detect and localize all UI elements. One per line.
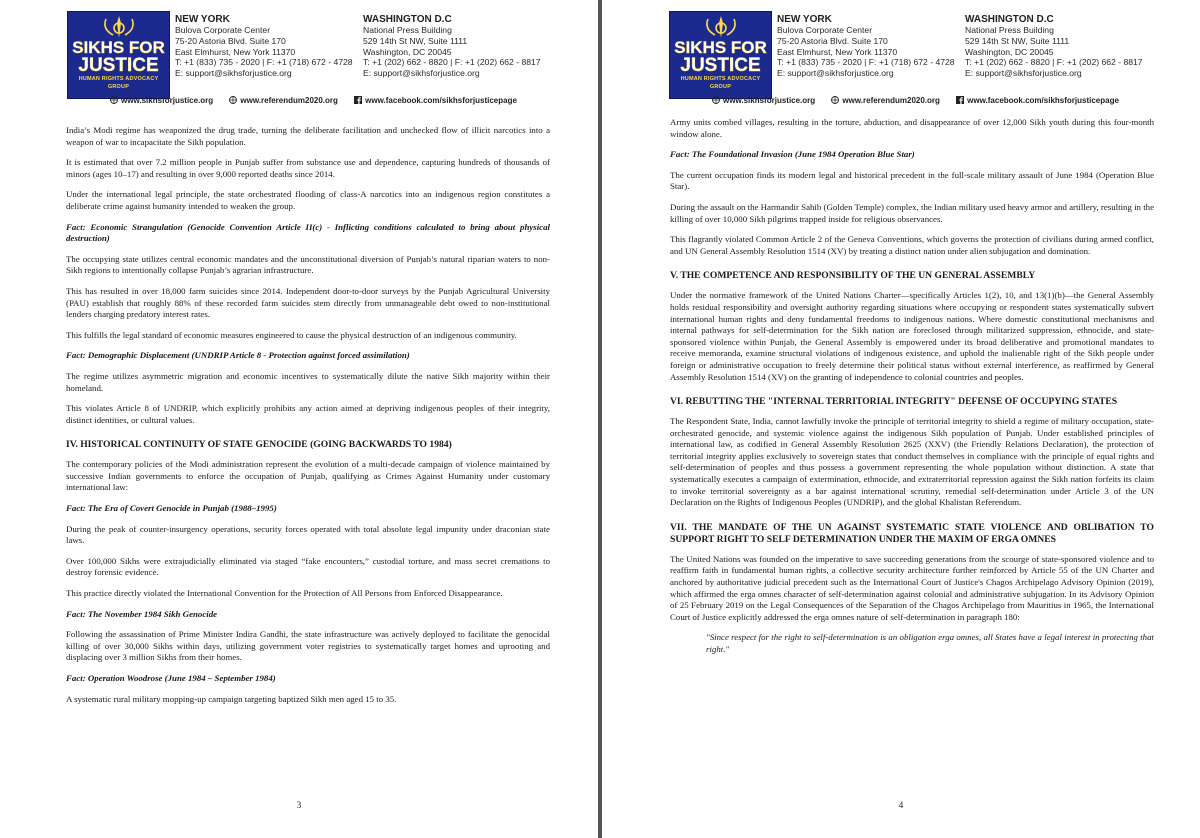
office-new-york — [175, 14, 353, 79]
body-paragraph: This flagrantly violated Common Article 2 of the Geneva Conventions, which governs the protection of civilians during armed conflict, and UN General Assembly Resolution 1514 (XV) by treating a distinct nation under alien subjugation and domination. — [670, 234, 1154, 256]
fact-heading: Fact: Operation Woodrose (June 1984 – September 1984) — [66, 673, 276, 683]
body-paragraph: A systematic rural military mopping-up campaign targeting baptized Sikh men aged 15 to 35. — [66, 693, 397, 704]
office-line: E: support@sikhsforjustice.org — [175, 68, 292, 79]
fact-heading: Fact: The Era of Covert Genocide in Punjab (1988–1995) — [66, 503, 277, 514]
section-heading: IV. HISTORICAL CONTINUITY OF STATE GENOCIDE (GOING BACKWARDS TO 1984) — [66, 439, 452, 451]
office-line: Bulova Corporate Center — [175, 25, 271, 35]
body-paragraph: Over 100,000 Sikhs were extrajudicially eliminated via staged “fake encounters,” custodial torture, and mass secret cremations to destroy forensic evidence. — [66, 555, 550, 578]
office-line: East Elmhurst, New York 11370 — [777, 46, 898, 57]
body-paragraph: The occupying state utilizes central economic mandates and the unconstitutional diversion of Punjab’s natural riparian waters to non-Sikh regions to intentionally collapse Punjab’s agrarian infrastructure. — [66, 253, 550, 276]
office-name: WASHINGTON D.C — [363, 14, 452, 25]
logo-text-line1: SIKHS FOR — [674, 38, 767, 57]
facebook-link[interactable]: www.facebook.com/sikhsforjusticepage — [365, 96, 517, 105]
body-paragraph: This practice directly violated the International Convention for the Protection of All Persons from Enforced Disappearance. — [66, 588, 503, 599]
office-line: National Press Building — [965, 25, 1054, 35]
fact-heading: Fact: Economic Strangulation (Genocide Convention Article II(c) - Inflicting conditions calculated to bring about physical destruction) — [66, 221, 550, 244]
body-paragraph: This violates Article 8 of UNDRIP, which explicitly prohibits any action aimed at depriving indigenous peoples of their integrity, distinct identities, or cultural values. — [66, 403, 550, 425]
block-quote: "Since respect for the right to self-determination is an obligation erga omnes, all States have a legal interest in protecting that right." — [706, 632, 1154, 654]
sfj-logo — [669, 11, 772, 99]
letterhead-links — [110, 96, 531, 105]
letterhead-links — [712, 96, 1133, 105]
office-line: East Elmhurst, New York 11370 — [175, 46, 296, 57]
logo-text-line2: JUSTICE — [78, 55, 159, 76]
globe-icon — [831, 96, 839, 104]
office-line: Bulova Corporate Center — [777, 25, 873, 35]
logo-text-line3: HUMAN RIGHTS ADVOCACY GROUP — [680, 76, 761, 90]
office-line: E: support@sikhsforjustice.org — [363, 68, 480, 79]
referendum-link[interactable]: www.referendum2020.org — [842, 96, 940, 105]
body-paragraph: Under the normative framework of the United Nations Charter—specifically Articles 1(2), 10, and 13(1)(b)—the General Assembly holds residual responsibility and oversight authority regarding situations where occupying or respondent states systematically subvert international human rights and deny fundamental freedoms to indigenous nations. Where domestic constitutional mechanisms and internal pathways for self-determination for the Sikh nation are foreclosed through militarized suppression, ethnocide, and state-sponsored violence within Punjab, the General Assembly is empowered under its broad deliberative and promotional mandates to receive memoranda, examine structural violations of indigenous existence, and uphold the inalienable right of the Sikh people under foreign or administrative occupation to freely determine their political status without external interference, as reaffirmed by General Assembly Resolution 1514 (XV) on the granting of independence to colonial countries and peoples. — [670, 290, 1154, 382]
office-line: Washington, DC 20045 — [363, 46, 452, 57]
body-paragraph: During the assault on the Harmandir Sahib (Golden Temple) complex, the Indian military used heavy armor and artillery, resulting in the killing of over 10,000 Sikh pilgrims trapped inside for religious observances. — [670, 201, 1154, 224]
page-4-body — [670, 117, 1154, 656]
office-name: NEW YORK — [175, 14, 230, 25]
office-line: T: +1 (833) 735 - 2020 | F: +1 (718) 672 - 4728 — [777, 57, 955, 68]
office-line: E: support@sikhsforjustice.org — [965, 68, 1082, 79]
facebook-icon — [956, 96, 964, 104]
office-washington — [363, 14, 541, 79]
website-link[interactable]: www.sikhsforjustice.org — [723, 96, 816, 105]
document-page-4 — [602, 0, 1200, 838]
office-name: WASHINGTON D.C — [965, 14, 1054, 25]
page-number: 3 — [296, 800, 302, 810]
office-line: Washington, DC 20045 — [965, 46, 1054, 57]
body-paragraph: Under the international legal principle, the state orchestrated flooding of class-A narcotics into an indigenous region constitutes a deliberate crime against humanity intended to weaken the group. — [66, 189, 550, 211]
body-paragraph: The contemporary policies of the Modi administration represent the evolution of a multi-decade campaign of violence maintained by successive Indian governments to enforce the occupation of Punjab, qualifying as Crimes Against Humanity under customary international law: — [66, 459, 550, 493]
page-number: 4 — [898, 800, 904, 810]
fact-heading: Fact: Demographic Displacement (UNDRIP Article 8 - Protection against forced assimilation) — [66, 350, 410, 361]
office-washington — [965, 14, 1143, 79]
letterhead — [67, 11, 567, 106]
globe-icon — [229, 96, 237, 104]
section-heading: V. THE COMPETENCE AND RESPONSIBILITY OF THE UN GENERAL ASSEMBLY — [670, 270, 1036, 282]
office-line: National Press Building — [363, 25, 452, 35]
referendum-link[interactable]: www.referendum2020.org — [240, 96, 338, 105]
body-paragraph: The United Nations was founded on the imperative to save succeeding generations from the scourge of state-sponsored violence and to reaffirm faith in fundamental human rights, a collective security architecture further reinforced by Article 55 of the UN Charter and anchored by authoritative judicial precedent such as the International Court of Justice's Chagos Archipelago Advisory Opinion (2019), which affirmed the erga omnes character of self-determination against colonial and administrative subjugation. In its Advisory Opinion of 25 February 2019 on the Legal Consequences of the Separation of the Chagos Archipelago from Mauritius in 1965, the International Court of Justice explicitly addressed the erga omnes nature of self-determination in paragraph 180: — [670, 553, 1154, 622]
office-line: T: +1 (833) 735 - 2020 | F: +1 (718) 672 - 4728 — [175, 57, 353, 68]
facebook-icon — [354, 96, 362, 104]
body-paragraph: The regime utilizes asymmetric migration and economic incentives to systematically dilute the native Sikh majority within their homeland. — [66, 370, 550, 393]
globe-icon — [712, 96, 720, 104]
document-page-3 — [0, 0, 598, 838]
office-line: 75-20 Astoria Blvd. Suite 170 — [777, 35, 888, 46]
section-heading: VI. REBUTTING THE "INTERNAL TERRITORIAL INTEGRITY" DEFENSE OF OCCUPYING STATES — [670, 396, 1118, 408]
fact-heading: Fact: The November 1984 Sikh Genocide — [66, 608, 218, 619]
body-paragraph: The Respondent State, India, cannot lawfully invoke the principle of territorial integrity to shield a regime of military occupation, state-orchestrated genocide, and systemic violence against the indigenous Sikh population of Punjab. Under established principles of international law, as codified in General Assembly Resolution 2625 (XXV) (the Friendly Relations Declaration), the protection of territorial integrity applies exclusively to sovereign states that conduct themselves in compliance with the principle of equal rights and self-determination of peoples and thus possess a government representing the whole population without distinction. A state that systematically executes a campaign of extermination, ethnocide, and extraterritorial repression against the Sikh nation forfeits its claim to invoke territorial sovereignty as a bar against international scrutiny, remedial self-determination under Article 3 of the UN Declaration on the Rights of Indigenous Peoples (UNDRIP), and the global Khalistan Referendum. — [670, 416, 1154, 508]
office-line: 529 14th St NW, Suite 1111 — [965, 35, 1070, 46]
body-paragraph: India’s Modi regime has weaponized the drug trade, turning the deliberate facilitation and unchecked flow of illicit narcotics into a weapon of war to incapacitate the Sikh population. — [66, 125, 550, 147]
logo-text-line2: JUSTICE — [680, 55, 761, 76]
logo-text-line3: HUMAN RIGHTS ADVOCACY GROUP — [78, 76, 159, 90]
page-3-body — [66, 125, 550, 714]
facebook-link[interactable]: www.facebook.com/sikhsforjusticepage — [967, 96, 1119, 105]
website-link[interactable]: www.sikhsforjustice.org — [121, 96, 214, 105]
body-paragraph: This fulfills the legal standard of economic measures engineered to cause the physical destruction of an indigenous community. — [66, 329, 517, 340]
office-line: 75-20 Astoria Blvd. Suite 170 — [175, 35, 286, 46]
letterhead — [669, 11, 1169, 106]
body-paragraph: During the peak of counter-insurgency operations, security forces operated with total absolute legal impunity under draconian state laws. — [66, 523, 550, 546]
office-name: NEW YORK — [777, 14, 832, 25]
section-heading: VII. THE MANDATE OF THE UN AGAINST SYSTEMATIC STATE VIOLENCE AND OBLIBATION TO SUPPORT RIGHT TO SELF DETERMINATION UNDER THE MAXIM OF ERGA OMNES — [670, 521, 1154, 545]
sfj-logo — [67, 11, 170, 99]
office-new-york — [777, 14, 955, 79]
body-paragraph: Army units combed villages, resulting in the torture, abduction, and disappearance of over 12,000 Sikh youth during this four-month window alone. — [670, 117, 1154, 139]
office-line: T: +1 (202) 662 - 8820 | F: +1 (202) 662 - 8817 — [965, 57, 1143, 68]
khanda-emblem-icon — [702, 15, 740, 39]
office-line: 529 14th St NW, Suite 1111 — [363, 35, 468, 46]
body-paragraph: It is estimated that over 7.2 million people in Punjab suffer from substance use and dependence, capturing hundreds of thousands of minors (ages 10–17) and resulting in over 9,000 reported deaths since 2014. — [66, 157, 550, 179]
office-line: T: +1 (202) 662 - 8820 | F: +1 (202) 662 - 8817 — [363, 57, 541, 68]
body-paragraph: Following the assassination of Prime Minister Indira Gandhi, the state infrastructure was actively deployed to facilitate the genocidal killing of over 30,000 Sikhs within days, utilizing government voter registries to systematically target homes and uprooting and displacing over 3 million Sikhs from their homes. — [66, 629, 550, 663]
body-paragraph: This has resulted in over 18,000 farm suicides since 2014. Independent door-to-door surveys by the Punjab Agricultural University (PAU) establish that roughly 88% of these recorded farm suicides stem directly from unmanageable debt owed to non-institutional lenders charging predatory interest rates. — [66, 285, 550, 320]
body-paragraph: The current occupation finds its modern legal and historical precedent in the full-scale military assault of June 1984 (Operation Blue Star). — [670, 169, 1154, 192]
logo-text-line1: SIKHS FOR — [72, 38, 165, 57]
office-line: E: support@sikhsforjustice.org — [777, 68, 894, 79]
globe-icon — [110, 96, 118, 104]
fact-heading: Fact: The Foundational Invasion (June 1984 Operation Blue Star) — [670, 149, 915, 160]
khanda-emblem-icon — [100, 15, 138, 39]
